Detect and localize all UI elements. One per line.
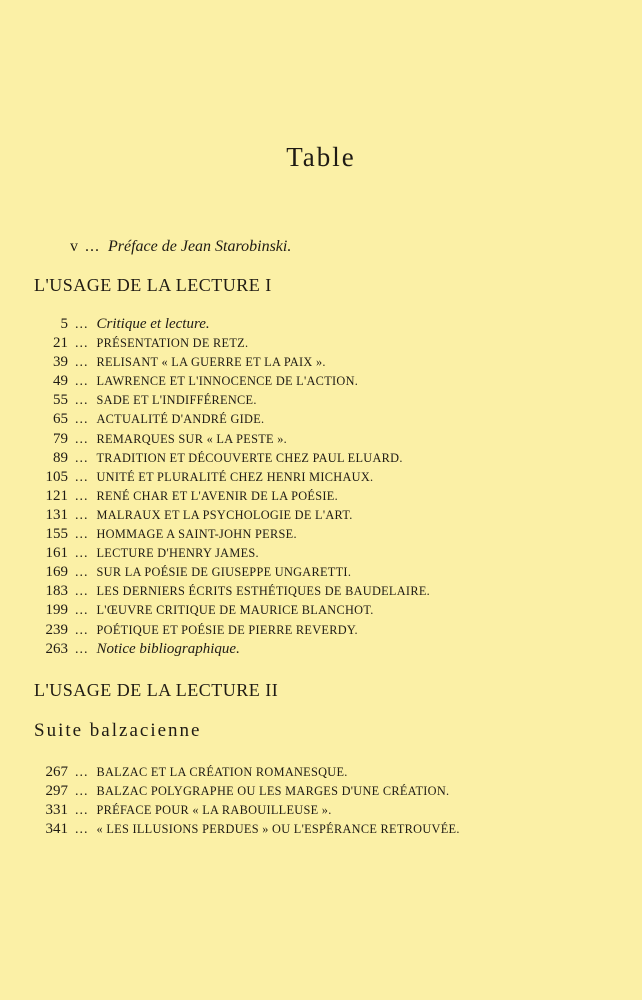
toc-page-number: 331 bbox=[45, 802, 68, 819]
leader-dots: ... bbox=[75, 641, 89, 657]
toc-entry-title: PRÉSENTATION DE RETZ. bbox=[96, 336, 249, 351]
toc-page-number: 89 bbox=[53, 449, 68, 466]
leader-dots: ... bbox=[75, 584, 89, 600]
toc-entry-title: LECTURE D'HENRY JAMES. bbox=[96, 546, 259, 561]
toc-page-number: 79 bbox=[53, 430, 68, 447]
preface-page-number: v bbox=[70, 238, 78, 255]
toc-entry bbox=[40, 506, 600, 525]
toc-page-number: 39 bbox=[53, 354, 68, 371]
toc-page-number: 161 bbox=[45, 545, 68, 562]
toc-page-number: 121 bbox=[45, 487, 68, 504]
toc-entry bbox=[40, 410, 600, 429]
leader-dots: ... bbox=[85, 238, 100, 255]
toc-entry-title: LAWRENCE ET L'INNOCENCE DE L'ACTION. bbox=[96, 374, 359, 389]
toc-entry-title: HOMMAGE A SAINT-JOHN PERSE. bbox=[96, 527, 297, 542]
leader-dots: ... bbox=[75, 355, 89, 371]
toc-entry-title: REMARQUES SUR « LA PESTE ». bbox=[96, 431, 288, 446]
toc-entry bbox=[40, 372, 600, 391]
leader-dots: ... bbox=[75, 431, 89, 447]
toc-entry bbox=[40, 782, 600, 801]
toc-entry bbox=[40, 430, 600, 449]
toc-entry bbox=[40, 763, 600, 782]
leader-dots: ... bbox=[75, 450, 89, 466]
toc-entry-title: SADE ET L'INDIFFÉRENCE. bbox=[96, 393, 257, 408]
toc-entry-title: Notice bibliographique. bbox=[96, 640, 240, 657]
toc-entry-title: ACTUALITÉ D'ANDRÉ GIDE. bbox=[96, 412, 265, 427]
leader-dots: ... bbox=[75, 765, 89, 780]
toc-page-number: 183 bbox=[45, 583, 68, 600]
toc-page-number: 169 bbox=[45, 564, 68, 581]
toc-list-1 bbox=[40, 315, 600, 659]
preface-title: Préface de Jean Starobinski. bbox=[108, 238, 292, 255]
toc-entry-title: « LES ILLUSIONS PERDUES » OU L'ESPÉRANCE RETROUVÉE. bbox=[96, 822, 460, 837]
leader-dots: ... bbox=[75, 317, 89, 332]
section-heading-2: L'USAGE DE LA LECTURE II bbox=[34, 680, 279, 700]
toc-entry bbox=[40, 582, 600, 601]
leader-dots: ... bbox=[75, 527, 89, 543]
toc-page-number: 341 bbox=[45, 821, 68, 838]
toc-page-number: 21 bbox=[53, 335, 68, 352]
leader-dots: ... bbox=[75, 622, 89, 638]
toc-entry bbox=[40, 820, 600, 839]
leader-dots: ... bbox=[75, 822, 89, 838]
toc-page-number: 65 bbox=[53, 411, 68, 428]
toc-entry-title: Critique et lecture. bbox=[96, 316, 210, 332]
toc-list-2 bbox=[40, 763, 600, 839]
toc-entry bbox=[40, 601, 600, 620]
leader-dots: ... bbox=[75, 565, 89, 581]
leader-dots: ... bbox=[75, 784, 89, 800]
toc-entry-title: RELISANT « LA GUERRE ET LA PAIX ». bbox=[96, 355, 326, 370]
toc-entry bbox=[40, 544, 600, 563]
leader-dots: ... bbox=[75, 336, 89, 352]
toc-entry-title: UNITÉ ET PLURALITÉ CHEZ HENRI MICHAUX. bbox=[96, 469, 374, 484]
section-subheading: Suite balzacienne bbox=[34, 720, 202, 741]
toc-entry-title: POÉTIQUE ET POÉSIE DE PIERRE REVERDY. bbox=[96, 622, 358, 637]
toc-entry bbox=[40, 525, 600, 544]
toc-page-number: 131 bbox=[45, 506, 68, 523]
toc-page-number: 199 bbox=[45, 602, 68, 619]
toc-entry bbox=[40, 315, 600, 334]
leader-dots: ... bbox=[75, 412, 89, 428]
toc-page-number: 239 bbox=[45, 621, 68, 638]
toc-entry-title: PRÉFACE POUR « LA RABOUILLEUSE ». bbox=[96, 803, 332, 818]
toc-page-number: 263 bbox=[45, 640, 68, 657]
toc-page-number: 49 bbox=[53, 373, 68, 390]
toc-entry bbox=[40, 449, 600, 468]
toc-entry-title: BALZAC ET LA CRÉATION ROMANESQUE. bbox=[96, 765, 348, 779]
toc-page-number: 5 bbox=[60, 316, 68, 332]
toc-entry bbox=[40, 487, 600, 506]
leader-dots: ... bbox=[75, 603, 89, 619]
toc-page-number: 267 bbox=[45, 764, 68, 780]
toc-entry bbox=[40, 353, 600, 372]
toc-entry-title: TRADITION ET DÉCOUVERTE CHEZ PAUL ELUARD. bbox=[96, 450, 403, 465]
toc-page-number: 297 bbox=[45, 783, 68, 800]
toc-entry bbox=[40, 801, 600, 820]
toc-entry-title: SUR LA POÉSIE DE GIUSEPPE UNGARETTI. bbox=[96, 565, 352, 580]
toc-entry bbox=[40, 621, 600, 640]
leader-dots: ... bbox=[75, 469, 89, 485]
toc-entry-title: RENÉ CHAR ET L'AVENIR DE LA POÉSIE. bbox=[96, 488, 338, 503]
toc-entry-title: BALZAC POLYGRAPHE OU LES MARGES D'UNE CRÉATION. bbox=[96, 784, 450, 799]
preface-entry bbox=[60, 238, 291, 256]
leader-dots: ... bbox=[75, 803, 89, 819]
section-heading-1: L'USAGE DE LA LECTURE I bbox=[34, 275, 272, 295]
toc-page-number: 55 bbox=[53, 392, 68, 409]
toc-entry bbox=[40, 640, 600, 659]
page-title: Table bbox=[286, 142, 356, 172]
toc-entry bbox=[40, 334, 600, 353]
toc-page-number: 155 bbox=[45, 526, 68, 543]
toc-page-number: 105 bbox=[45, 468, 68, 485]
leader-dots: ... bbox=[75, 393, 89, 409]
leader-dots: ... bbox=[75, 507, 89, 523]
leader-dots: ... bbox=[75, 488, 89, 504]
toc-entry bbox=[40, 468, 600, 487]
toc-entry-title: MALRAUX ET LA PSYCHOLOGIE DE L'ART. bbox=[96, 507, 353, 522]
toc-entry-title: LES DERNIERS ÉCRITS ESTHÉTIQUES DE BAUDELAIRE. bbox=[96, 584, 431, 599]
leader-dots: ... bbox=[75, 546, 89, 562]
leader-dots: ... bbox=[75, 374, 89, 390]
toc-entry bbox=[40, 563, 600, 582]
toc-entry bbox=[40, 391, 600, 410]
toc-entry-title: L'ŒUVRE CRITIQUE DE MAURICE BLANCHOT. bbox=[96, 603, 374, 618]
